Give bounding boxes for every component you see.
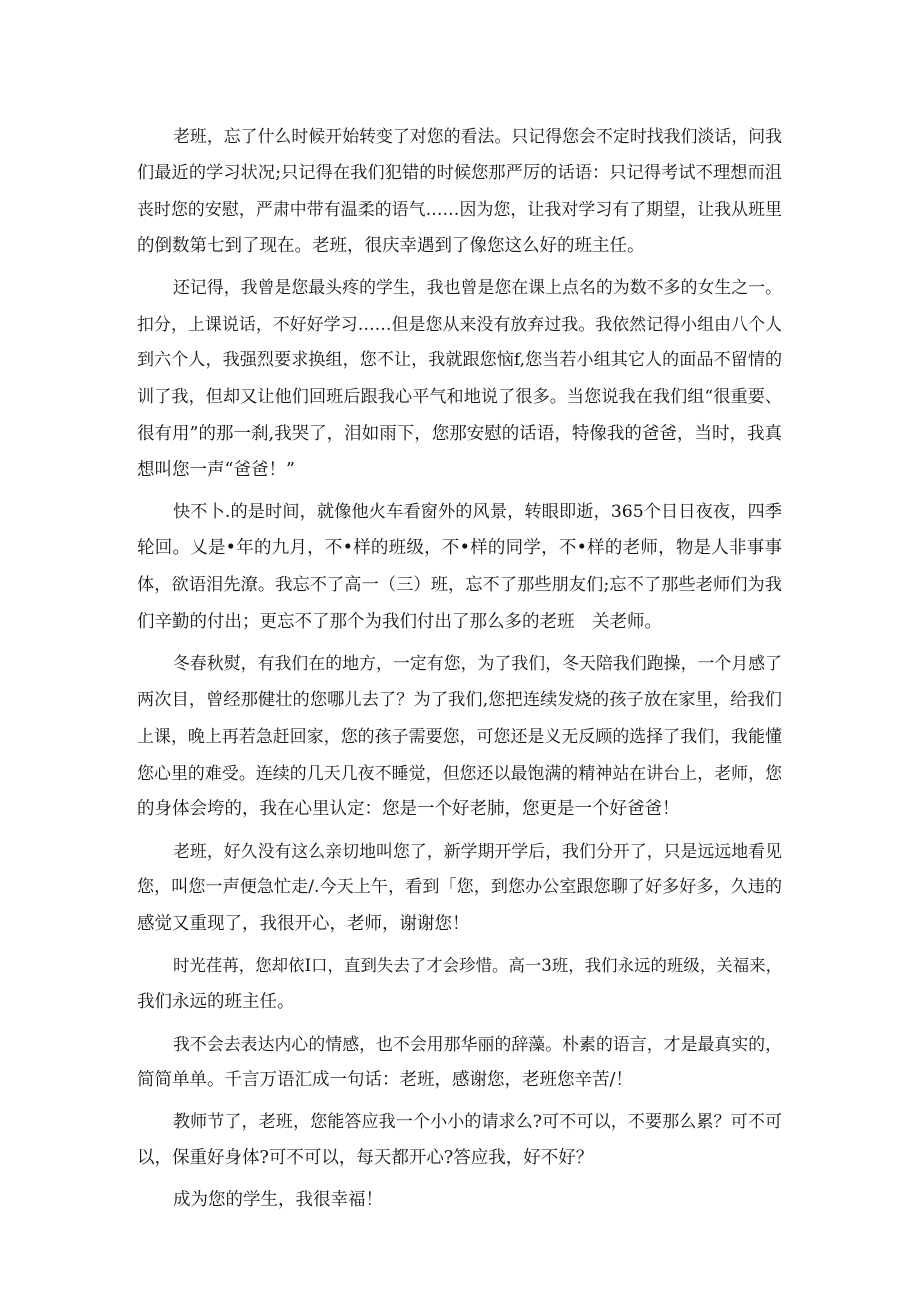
text-line: 时光荏苒，您却依I口，直到失去了才会珍惜。高一3班，我们永远的班级，关福来， bbox=[173, 955, 782, 975]
text-line: 老班，好久没有这么亲切地叫您了，新学期开学后，我们分开了，只是远远地看见 bbox=[173, 840, 782, 861]
paragraph-2 bbox=[137, 269, 782, 489]
paragraph-3 bbox=[137, 494, 782, 640]
text-line: 以，保重好身体?可不可以，每天都开心?答应我，好不好？ bbox=[137, 1148, 594, 1169]
text-line: 训了我，但却又让他们回班后跟我心平气和地说了很多。当您说我在我们组“很重要、 bbox=[137, 387, 782, 408]
text-line: 简简单单。千言万语汇成一句话：老班，感谢您，老班您辛苦/！ bbox=[137, 1070, 633, 1091]
text-line: 成为您的学生，我很幸福！ bbox=[173, 1189, 383, 1210]
paragraph-6 bbox=[137, 948, 782, 1021]
text-line: 轮回。乂是•年的九月，不•样的班级，不•样的同学，不•样的老师，物是人非事事 bbox=[137, 538, 782, 559]
text-line: 您心里的难受。连续的几天几夜不睡觉，但您还以最饱满的精神站在讲台上，老师，您 bbox=[137, 762, 782, 783]
text-line: 丧时您的安慰，严肃中带有温柔的语气……因为您，让我对学习有了期望，让我从班里 bbox=[137, 199, 782, 220]
paragraph-8 bbox=[137, 1104, 782, 1177]
text-line: 扣分，上课说话，不好好学习……但是您从来没有放弃过我。我依然记得小组由八个人 bbox=[137, 313, 782, 334]
text-line: 快不卜.的是时间，就像他火车看窗外的风景，转眼即逝，365个日日夜夜，四季 bbox=[173, 501, 782, 522]
text-line: 您，叫您一声便急忙走/.今天上午，看到「您，到您办公室跟您聊了好多好多，久违的 bbox=[137, 877, 782, 898]
text-line: 还记得，我曾是您最头疼的学生，我也曾是您在课上点名的为数不多的女生之一。 bbox=[173, 277, 782, 298]
text-line: 很有用”的那一刹,我哭了，泪如雨下，您那安慰的话语，特像我的爸爸，当时，我真 bbox=[137, 423, 782, 444]
text-line: 想叫您一声“爸爸！” bbox=[137, 460, 295, 481]
text-line: 上课，晚上再若急赶回家，您的孩子需要您，可您还是义无反顾的选择了我们，我能懂 bbox=[137, 726, 782, 747]
text-line: 我不会去表达内心的情感，也不会用那华丽的辞藻。朴素的语言，才是最真实的， bbox=[173, 1033, 782, 1054]
text-line: 到六个人，我强烈要求换组，您不让，我就跟您恼f,您当若小组其它人的面品不留情的 bbox=[137, 350, 782, 371]
paragraph-4 bbox=[137, 645, 782, 828]
text-line: 老班，忘了什么时候开始转变了对您的看法。只记得您会不定时找我们淡话，问我 bbox=[173, 126, 782, 146]
text-line: 教师节了，老班，您能答应我一个小小的请求么?可不可以，不要那么累？可不可 bbox=[173, 1111, 782, 1132]
text-line: 们最近的学习状况;只记得在我们犯错的时候您那严厉的话语：只记得考试不理想而沮 bbox=[137, 162, 782, 183]
letter-body bbox=[137, 118, 782, 1218]
text-line: 冬春秋熨，有我们在的地方，一定有您，为了我们，冬天陪我们跑操，一个月感了 bbox=[173, 652, 782, 673]
paragraph-9 bbox=[137, 1182, 782, 1219]
text-line: 体，欲语泪先潦。我忘不了高一（三）班，忘不了那些朋友们;忘不了那些老师们为我 bbox=[137, 574, 782, 595]
text-line: 感觉又重现了，我很开心，老师，谢谢您！ bbox=[137, 914, 470, 935]
text-line: 的倒数第七到了现在。老班，很庆幸遇到了像您这么好的班主任。 bbox=[137, 235, 645, 256]
text-line: 两次目，曾经那健壮的您哪儿去了？为了我们,您把连续发烧的孩子放在家里，给我们 bbox=[137, 689, 782, 710]
text-line: 的身体会垮的，我在心里认定：您是一个好老肺，您更是一个好爸爸！ bbox=[137, 799, 680, 820]
paragraph-5 bbox=[137, 833, 782, 943]
text-line: 们辛勤的付出；更忘不了那个为我们付出了那么多的老班 关老师。 bbox=[137, 611, 662, 632]
paragraph-1 bbox=[137, 118, 782, 264]
paragraph-7 bbox=[137, 1026, 782, 1099]
text-line: 我们永远的班主任。 bbox=[137, 992, 295, 1013]
